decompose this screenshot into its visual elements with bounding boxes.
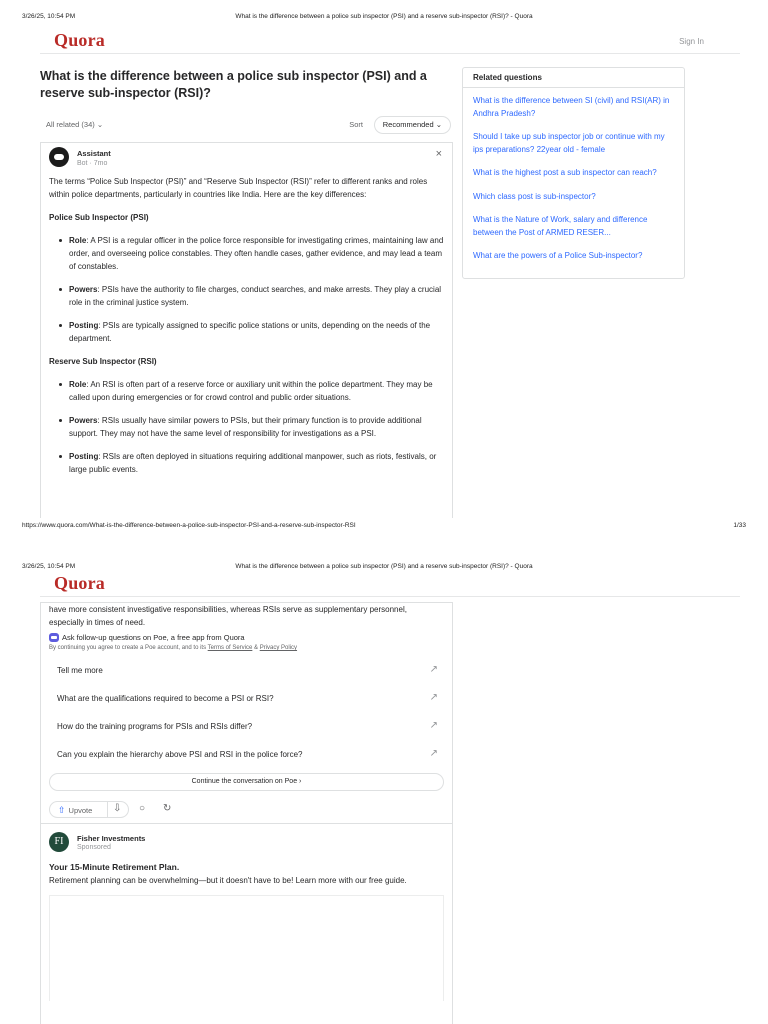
site-header <box>40 573 740 597</box>
list-item: Role: A PSI is a regular officer in the police force responsible for investigating crimes, maintaining law and order, and overseeing police constables. They often handle cases, gather evidence, and may lead a team of constables. <box>57 234 444 273</box>
print-url: https://www.quora.com/What-is-the-difference-between-a-police-sub-inspector-PSI-and-a-reserve-sub-inspector-RSI <box>22 522 356 529</box>
list-item: Powers: RSIs usually have similar powers to PSIs, but their primary function is to provide additional support. They may not have the same level of responsibility for investigations as a PSI. <box>57 414 444 440</box>
sponsored-label: Sponsored <box>77 844 111 851</box>
print-timestamp: 3/26/25, 10:54 PM <box>22 13 76 20</box>
fisher-investments-logo[interactable]: FI <box>49 832 69 852</box>
external-link-icon[interactable]: ↗ <box>429 664 438 675</box>
ad-author <box>41 830 452 860</box>
sort-label: Sort <box>349 120 363 129</box>
poe-ask-text[interactable]: Ask follow-up questions on Poe, a free app from Quora <box>62 633 245 642</box>
site-header <box>40 30 740 54</box>
related-question-link[interactable]: What is the difference between SI (civil) and RSI(AR) in Andhra Pradesh? <box>473 96 670 118</box>
close-icon[interactable]: × <box>435 148 442 160</box>
author-meta: Bot · 7mo <box>77 160 108 167</box>
related-question-link[interactable]: Should I take up sub inspector job or continue with my ips preparations? 22year old - female <box>473 132 665 154</box>
external-link-icon[interactable]: ↗ <box>429 748 438 759</box>
poe-terms: By continuing you agree to create a Poe account, and to its Terms of Service & Privacy Policy <box>49 645 298 651</box>
terms-of-service-link[interactable]: Terms of Service <box>207 645 253 651</box>
ad-title[interactable]: Your 15-Minute Retirement Plan. <box>49 862 180 872</box>
list-item: Role: An RSI is often part of a reserve force or auxiliary unit within the police department. They may be called upon during emergencies or for crowd control and public order situations. <box>57 378 444 404</box>
external-link-icon[interactable]: ↗ <box>429 692 438 703</box>
answer-conclusion: have more consistent investigative responsibilities, whereas RSIs serve as supplementary personnel, especially in times of need. <box>49 605 407 627</box>
list-item: Posting: PSIs are typically assigned to specific police stations or units, depending on the needs of the department. <box>57 319 444 345</box>
share-icon[interactable]: ↻ <box>163 803 172 814</box>
follow-up-item[interactable] <box>49 713 444 741</box>
list-item: Powers: PSIs have the authority to file charges, conduct searches, and make arrests. They play a crucial role in the criminal justice system. <box>57 283 444 309</box>
privacy-policy-link[interactable]: Privacy Policy <box>259 645 298 651</box>
upvote-label: Upvote <box>68 806 93 815</box>
rsi-list <box>57 378 444 476</box>
psi-heading: Police Sub Inspector (PSI) <box>49 213 149 222</box>
answer-intro: The terms “Police Sub Inspector (PSI)” and “Reserve Sub Inspector (RSI)” refer to different ranks and roles within police departments, particularly in countries like India. Here are the key differences: <box>49 177 428 199</box>
related-question-link[interactable]: What is the highest post a sub inspector can reach? <box>473 168 657 177</box>
answer-card <box>40 142 453 518</box>
question-title: What is the difference between a police sub inspector (PSI) and a reserve sub-inspector (RSI)? <box>40 69 427 100</box>
all-related-dropdown[interactable]: All related (34) ⌄ <box>46 120 104 129</box>
print-doc-title: What is the difference between a police sub inspector (PSI) and a reserve sub-inspector (RSI)? - Quora <box>235 13 533 20</box>
sign-in-link[interactable]: Sign In <box>679 37 704 46</box>
list-item: Posting: RSIs are often deployed in situations requiring additional manpower, such as riots, festivals, or large public events. <box>57 450 444 476</box>
print-page-2 <box>0 550 768 1024</box>
print-doc-title: What is the difference between a police sub inspector (PSI) and a reserve sub-inspector (RSI)? - Quora <box>235 563 533 570</box>
sort-dropdown[interactable]: Recommended ⌄ <box>374 116 451 134</box>
downvote-icon[interactable]: ⇩ <box>113 803 122 814</box>
answer-actions <box>41 797 452 821</box>
follow-up-item[interactable] <box>49 685 444 713</box>
psi-list <box>57 234 444 345</box>
answer-author <box>41 143 452 175</box>
upvote-button[interactable] <box>49 801 129 818</box>
answer-filter-bar <box>40 116 453 136</box>
upvote-icon: ⇧ <box>58 805 66 815</box>
print-header <box>0 550 768 570</box>
answer-card-continued <box>40 602 453 1024</box>
print-timestamp: 3/26/25, 10:54 PM <box>22 563 76 570</box>
external-link-icon[interactable]: ↗ <box>429 720 438 731</box>
comment-icon[interactable]: ○ <box>139 803 146 814</box>
continue-on-poe-button[interactable]: Continue the conversation on Poe › <box>49 773 444 791</box>
author-name[interactable]: Assistant <box>77 149 111 158</box>
related-questions-heading: Related questions <box>463 68 684 88</box>
follow-up-label[interactable]: How do the training programs for PSIs and RSIs differ? <box>57 722 253 731</box>
follow-up-label[interactable]: Tell me more <box>57 666 103 675</box>
related-question-link[interactable]: What are the powers of a Police Sub-inspector? <box>473 251 643 260</box>
quora-logo[interactable]: Quora <box>54 573 106 593</box>
poe-ask-row[interactable] <box>41 633 452 642</box>
related-question-link[interactable]: Which class post is sub-inspector? <box>473 191 596 201</box>
related-question-link[interactable]: What is the Nature of Work, salary and difference between the Post of ARMED RESER... <box>473 215 648 237</box>
main-column <box>40 68 453 136</box>
poe-icon <box>49 633 59 642</box>
follow-up-item[interactable] <box>49 741 444 769</box>
quora-logo[interactable]: Quora <box>54 30 106 50</box>
answer-body <box>41 175 452 476</box>
ad-image[interactable] <box>49 895 444 1001</box>
ad-text: Retirement planning can be overwhelming—but it doesn't have to be! Learn more with our free guide. <box>49 876 407 885</box>
follow-up-label[interactable]: What are the qualifications required to become a PSI or RSI? <box>57 694 274 703</box>
related-questions-panel <box>462 67 685 279</box>
follow-up-item[interactable] <box>49 657 444 685</box>
assistant-avatar[interactable] <box>49 147 69 167</box>
rsi-heading: Reserve Sub Inspector (RSI) <box>49 357 157 366</box>
print-header <box>0 0 768 20</box>
print-page-number: 1/33 <box>733 522 746 529</box>
follow-up-label[interactable]: Can you explain the hierarchy above PSI and RSI in the police force? <box>57 750 303 759</box>
advertiser-name[interactable]: Fisher Investments <box>77 834 146 843</box>
